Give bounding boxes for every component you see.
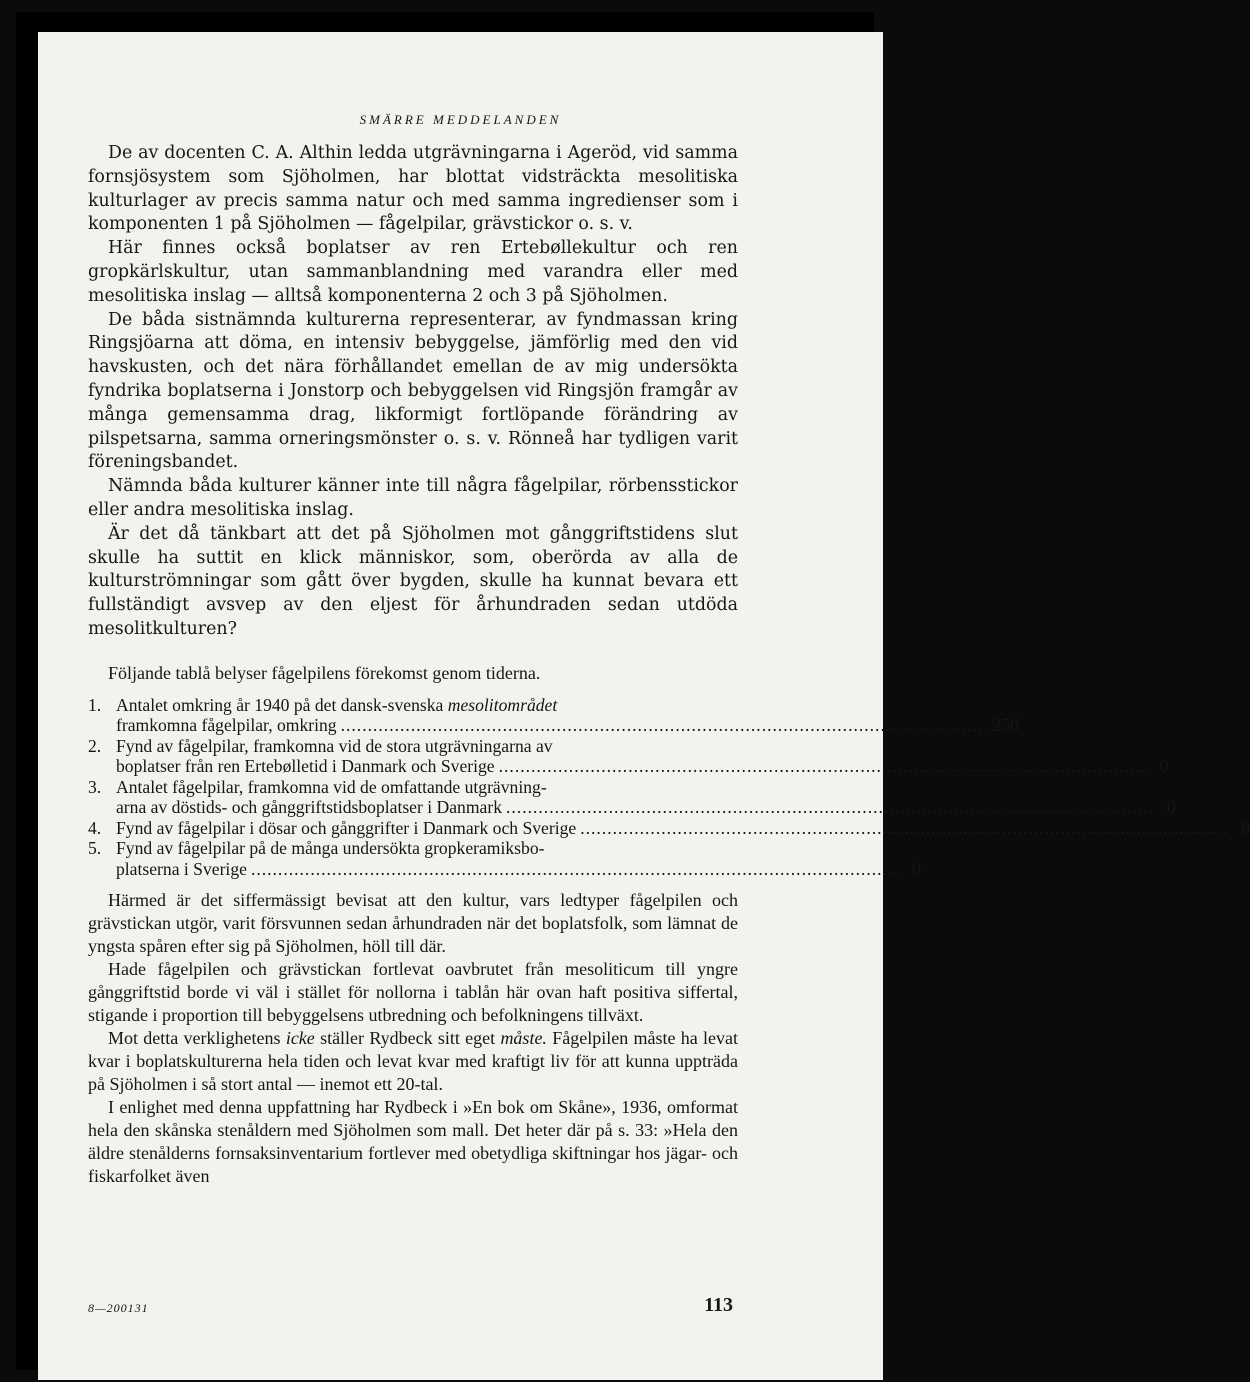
table-row: [88, 838, 921, 879]
paragraph: De av docenten C. A. Althin ledda utgrävningarna i Ageröd, vid samma fornsjösystem som Sjöholmen, har blottat vidsträckta mesolitiska kulturlager av precis samma natur och med samma ingredienser som i komponenten 1 på Sjöholmen — fågelpilar, grävstickor o. s. v.: [88, 143, 738, 235]
row-value: 0: [911, 858, 921, 879]
leader-dots: [341, 715, 989, 736]
row-value: 0: [1241, 817, 1250, 838]
row-line1: Fynd av fågelpilar på de många undersökta gropkeramiksbo-: [116, 838, 545, 859]
row-line1: Fynd av fågelpilar, framkomna vid de stora utgrävningarna av: [116, 735, 553, 756]
body-text: [88, 142, 1250, 1188]
paragraph: Är det då tänkbart att det på Sjöholmen mot gånggriftstidens slut skulle ha suttit en klick människor, som, oberörda av alla de kulturströmningar som gått över bygden, skulle ha kunnat bevara ett fullständigt avsvep av den eljest för århundraden sedan utdöda mesolitkulturen?: [88, 523, 738, 639]
row-line1: Antalet omkring år 1940 på det dansk-svenska mesolitområdet: [116, 694, 558, 715]
scan-border: [16, 12, 1250, 1370]
paragraph: Mot detta verklighetens icke ställer Rydbeck sitt eget måste. Fågelpilen måste ha levat kvar i boplatskulturerna hela tiden och levat kvar med kraftigt liv för att kunna uppträda på Sjöholmen i så stort antal — inemot ett 20-tal.: [88, 1028, 739, 1095]
table-intro: Följande tablå belyser fågelpilens förekomst genom tiderna.: [108, 662, 541, 683]
table-row: [88, 694, 1019, 736]
page-number: 113: [704, 1294, 733, 1316]
table-row: [88, 776, 1176, 818]
row-number: 2.: [88, 735, 102, 756]
running-header: SMÄRRE MEDDELANDEN: [359, 112, 562, 127]
row-number: 3.: [88, 776, 102, 797]
paragraph: I enlighet med denna uppfattning har Rydbeck i »En bok om Skåne», 1936, omformat hela den skånska stenåldern med Sjöholmen som mall. Det heter där på s. 33: »Hela den äldre stenålderns fornsaksinventarium fortlever med obetydliga skiftningar hos jägar- och fiskarfolket även: [88, 1097, 738, 1187]
row-line1: Antalet fågelpilar, framkomna vid de omfattande utgrävning-: [116, 776, 547, 797]
row-label: framkomna fågelpilar, omkring: [116, 715, 337, 736]
row-label: Fynd av fågelpilar i dösar och gånggrifter i Danmark och Sverige: [116, 817, 577, 838]
row-value: 250: [992, 715, 1019, 736]
leader-dots: [499, 756, 1147, 777]
paragraph: Härmed är det siffermässigt bevisat att den kultur, vars ledtyper fågelpilen och grävstickan utgör, varit försvunnen sedan århundraden när det boplatsfolk, som lämnat de yngsta spåren efter sig på Sjöholmen, höll till där.: [88, 890, 738, 957]
row-label: boplatser från ren Ertebølletid i Danmark och Sverige: [116, 756, 495, 777]
printer-signature: 8—200131: [88, 1301, 149, 1315]
frequency-table: [88, 694, 1250, 880]
paragraph: Hade fågelpilen och grävstickan fortlevat oavbrutet från mesoliticum till yngre gånggriftstid borde vi väl i stället för nollorna i tablån här ovan haft positiva siffertal, stigande i proportion till bebyggelsens utbredning och befolkningens tillväxt.: [88, 959, 738, 1026]
paragraph: Här finnes också boplatser av ren Ertebøllekultur och ren gropkärlskultur, utan sammanblandning med varandra eller med mesolitiska inslag — alltså komponenterna 2 och 3 på Sjöholmen.: [88, 238, 738, 306]
row-number: 5.: [88, 838, 102, 859]
leader-dots: [580, 818, 1228, 839]
leader-dots: [251, 859, 899, 880]
paragraph: De båda sistnämnda kulturerna representerar, av fyndmassan kring Ringsjöarna att döma, en intensiv bebyggelse, jämförlig med den vid havskusten, och det nära förhållandet emellan de av mig undersökta fyndrika boplatserna i Jonstorp och bebyggelsen vid Ringsjön framgår av många gemensamma drag, likformigt fortlöpande förändring av pilspetsarna, samma orneringsmönster o. s. v. Rönneå har tydligen varit föreningsbandet.: [88, 309, 738, 473]
table-row: [88, 817, 1250, 839]
leader-dots: [506, 797, 1154, 818]
row-label: platserna i Sverige: [116, 858, 247, 879]
row-number: 4.: [88, 817, 102, 838]
table-row: [88, 735, 1169, 777]
row-value: 0: [1159, 756, 1169, 777]
row-value: 0: [1167, 797, 1176, 818]
row-number: 1.: [88, 694, 102, 715]
paragraph: Nämnda båda kulturer känner inte till några fågelpilar, rörbensstickor eller andra mesolitiska inslag.: [88, 476, 738, 520]
document-page: [38, 32, 1250, 1380]
row-label: arna av döstids- och gånggriftstidsboplatser i Danmark: [116, 797, 502, 818]
